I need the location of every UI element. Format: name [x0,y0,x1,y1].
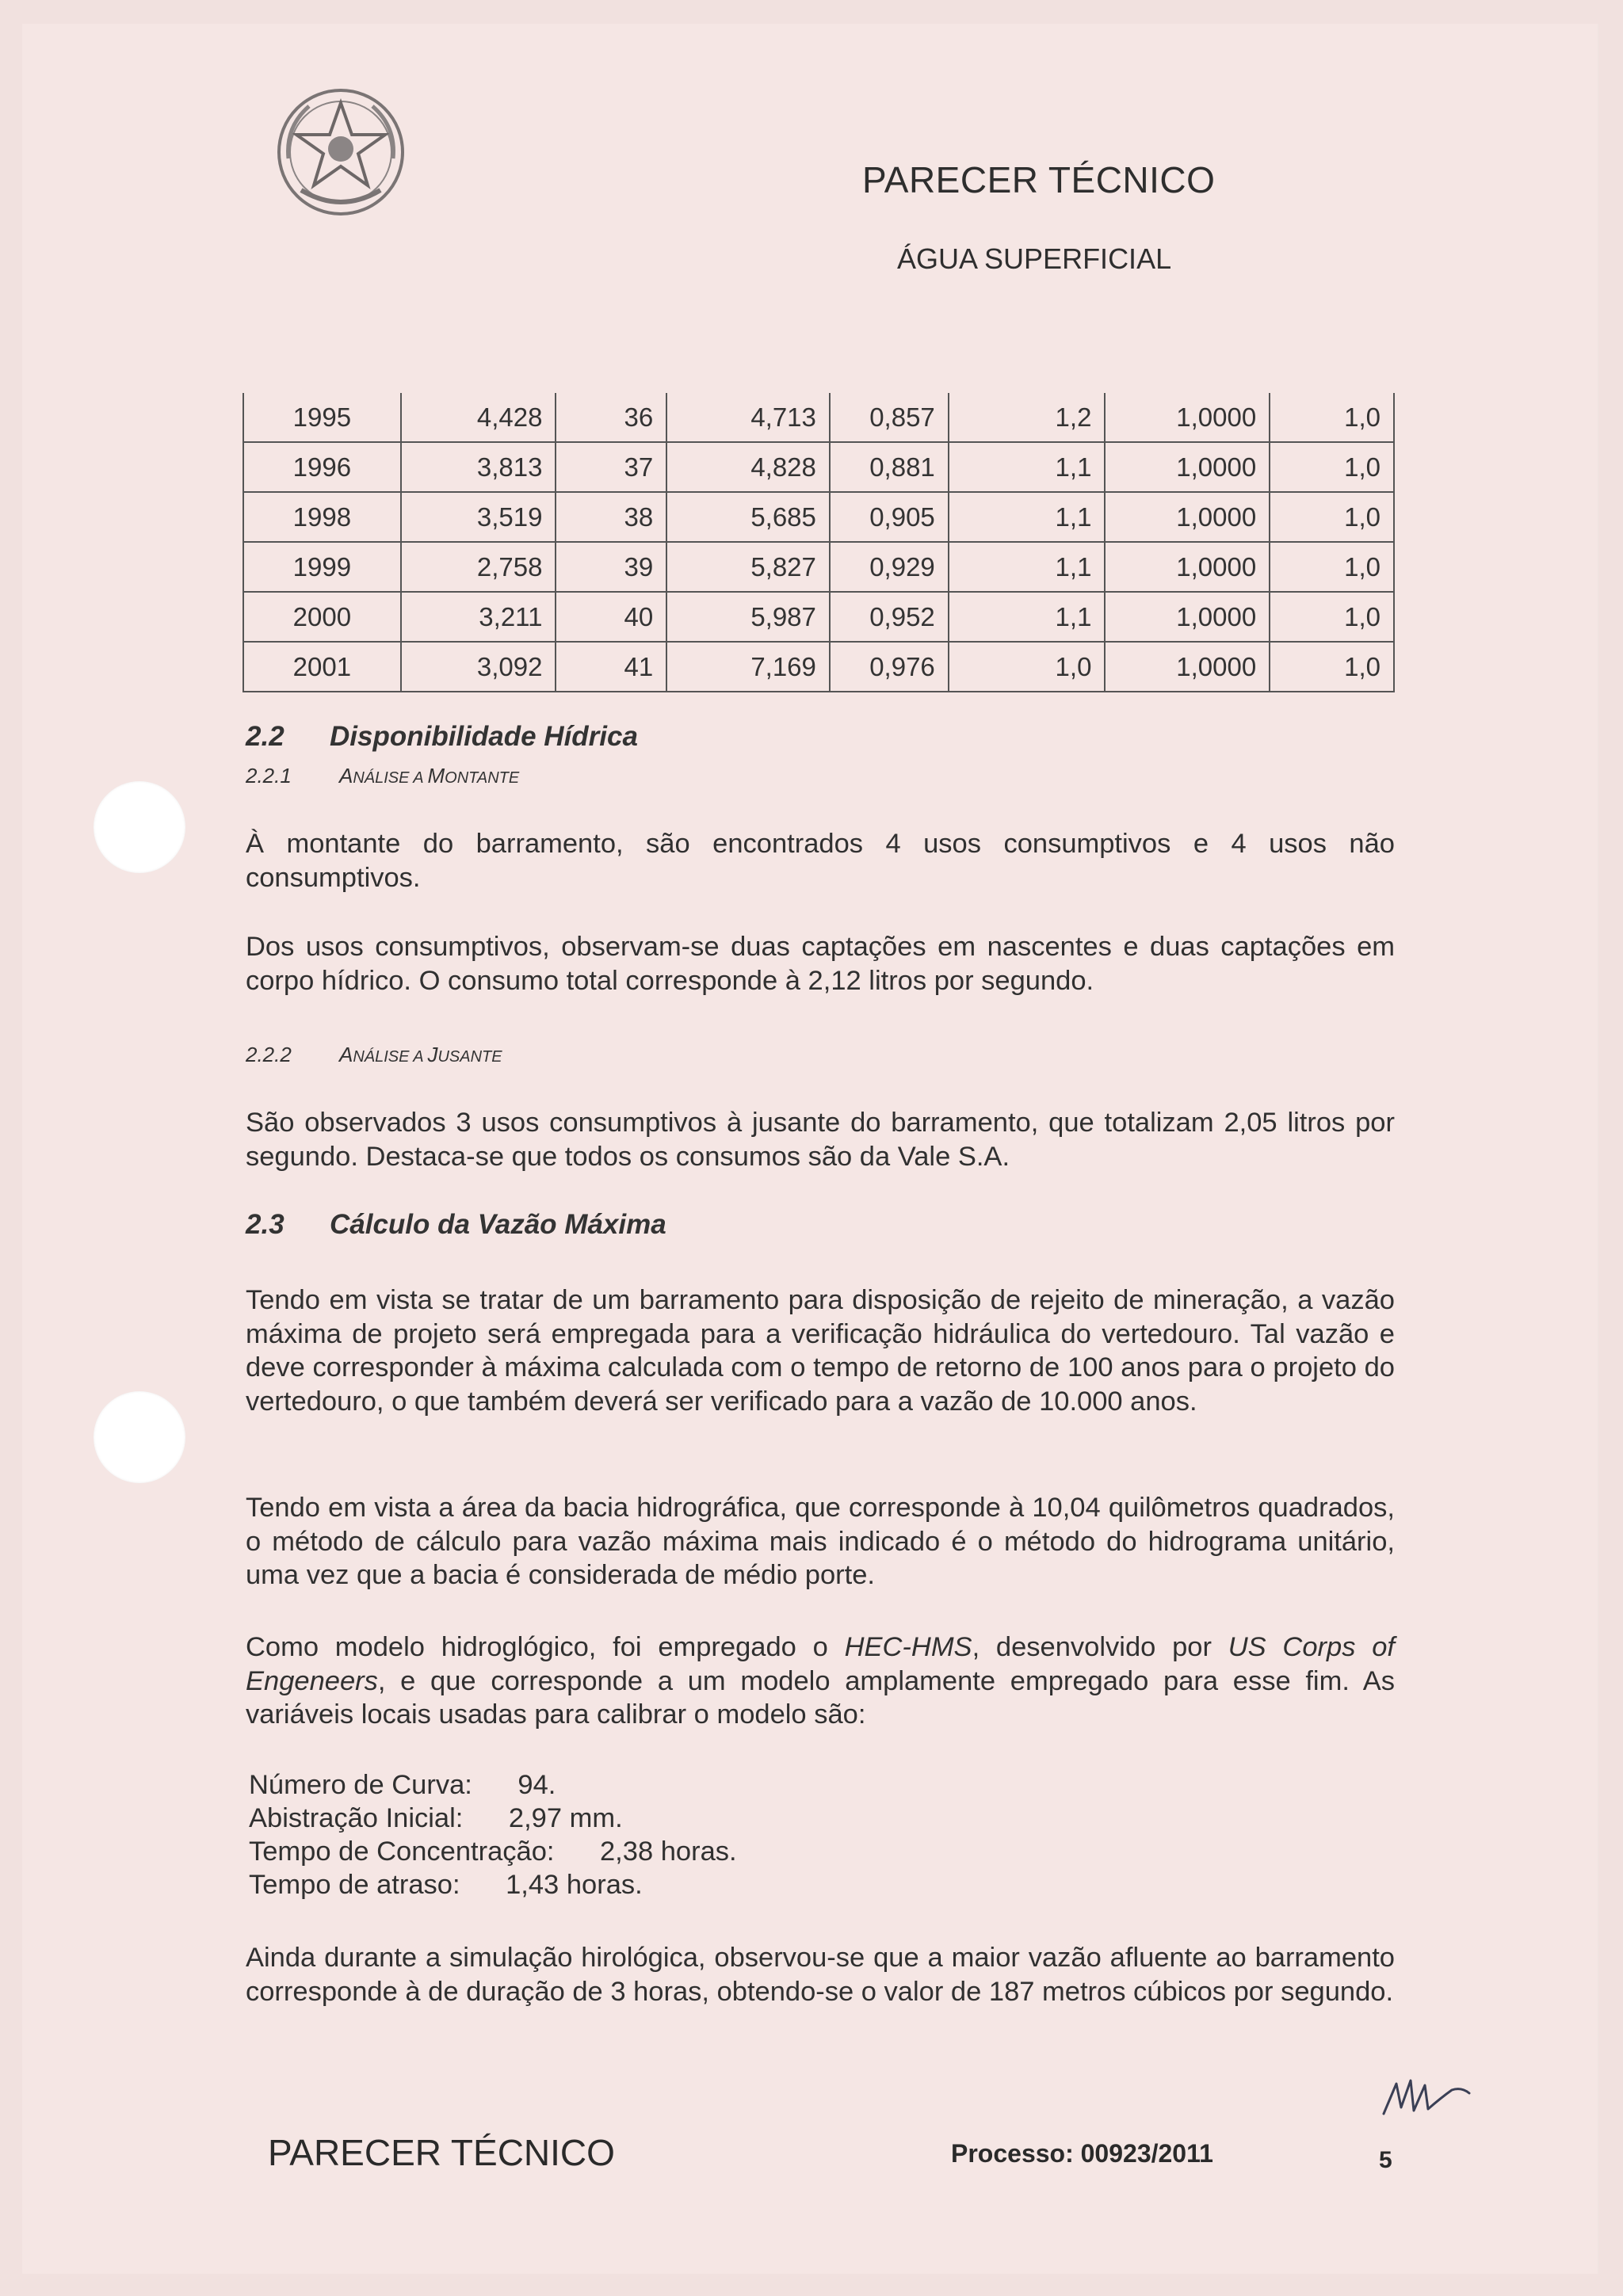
table-cell: 0,976 [830,642,949,692]
variable-tempo-atraso: Tempo de atraso: 1,43 horas. [249,1870,643,1900]
table-cell: 38 [556,492,666,542]
table-cell: 4,828 [666,442,830,492]
table-cell: 1,1 [949,592,1106,642]
table-cell: 0,905 [830,492,949,542]
table-cell: 1995 [243,393,401,442]
table-cell: 0,952 [830,592,949,642]
table-cell: 1,1 [949,542,1106,592]
paragraph-montante-usos: À montante do barramento, são encontrados 4 usos consumptivos e 4 usos não consumptivos. [246,829,1395,893]
table-cell: 37 [556,442,666,492]
table-cell: 1998 [243,492,401,542]
table-row [243,393,1394,442]
section-heading-2-2 [246,721,638,753]
software-name: HEC-HMS [844,1632,972,1662]
state-coat-of-arms-seal [269,79,412,222]
table-cell: 7,169 [666,642,830,692]
paragraph-vazao-projeto: Tendo em vista se tratar de um barramento para disposição de rejeito de mineração, a vazão máxima de projeto será empregada para a verificação hidráulica do vertedouro. Tal vazão e deve corresponder à máxima calculada com o tempo de retorno de 100 anos para o projeto do vertedouro, o que também deverá ser verificado para a vazão de 10.000 anos. [246,1285,1395,1417]
table-cell: 1,0 [1270,393,1394,442]
table-cell: 1,0 [1270,542,1394,592]
table-cell: 1,2 [949,393,1106,442]
header-subtitle: ÁGUA SUPERFICIAL [897,242,1172,275]
handwritten-initials-signature [1379,2066,1474,2122]
table-row [243,492,1394,542]
table-cell: 1,0000 [1105,642,1270,692]
table-cell: 1,0000 [1105,393,1270,442]
table-cell: 4,428 [401,393,556,442]
table-row [243,542,1394,592]
table-cell: 0,881 [830,442,949,492]
table-cell: 3,519 [401,492,556,542]
section-heading-2-2-2: 2.2.2 ANÁLISE A JUSANTE [246,1043,502,1066]
table-cell: 1,0 [1270,592,1394,642]
table-cell: 0,857 [830,393,949,442]
table-cell: 1999 [243,542,401,592]
paragraph-jusante: São observados 3 usos consumptivos à jusante do barramento, que totalizam 2,05 litros por segundo. Destaca-se que todos os consumos são da Vale S.A. [246,1108,1395,1172]
table-cell: 3,211 [401,592,556,642]
table-cell: 2,758 [401,542,556,592]
punch-hole-top [94,781,185,873]
table-cell: 3,813 [401,442,556,492]
table-cell: 40 [556,592,666,642]
table-cell: 5,987 [666,592,830,642]
data-table [242,393,1395,692]
table-cell: 1,0 [1270,442,1394,492]
developer-name: US Corps of Engeneers [246,1632,1395,1696]
table-cell: 1,1 [949,492,1106,542]
paragraph-montante-consumo: Dos usos consumptivos, observam-se duas captações em nascentes e duas captações em corpo hídrico. O consumo total corresponde à 2,12 litros por segundo. [246,932,1395,996]
footer-title: PARECER TÉCNICO [268,2132,615,2173]
table-cell: 5,827 [666,542,830,592]
table-cell: 2000 [243,592,401,642]
section-number: 2.2 [246,721,285,752]
section-title: Cálculo da Vazão Máxima [330,1209,666,1240]
table-cell: 1,0 [1270,642,1394,692]
table-cell: 4,713 [666,393,830,442]
header-title: PARECER TÉCNICO [862,159,1216,200]
table-cell: 0,929 [830,542,949,592]
table-cell: 1,0 [949,642,1106,692]
page-number: 5 [1379,2147,1392,2173]
section-number: 2.2.1 [246,764,292,788]
table-cell: 1,1 [949,442,1106,492]
paragraph-bacia: Tendo em vista a área da bacia hidrográfica, que corresponde à 10,04 quilômetros quadrados, o método de cálculo para vazão máxima mais indicado é o método do hidrograma unitário, uma vez que a bacia é considerada de médio porte. [246,1493,1395,1590]
table-row [243,592,1394,642]
table-cell: 3,092 [401,642,556,692]
table-cell: 1,0000 [1105,542,1270,592]
table-cell: 1,0000 [1105,592,1270,642]
table-row [243,642,1394,692]
table-cell: 36 [556,393,666,442]
table-cell: 1996 [243,442,401,492]
section-number: 2.3 [246,1209,285,1240]
section-number: 2.2.2 [246,1043,292,1066]
section-heading-2-2-1: 2.2.1 ANÁLISE A MONTANTE [246,764,520,788]
punch-hole-bottom [94,1391,185,1483]
table-cell: 39 [556,542,666,592]
footer-process-number: Processo: 00923/2011 [951,2139,1213,2168]
table-cell: 41 [556,642,666,692]
table-cell: 2001 [243,642,401,692]
variable-abstracao-inicial: Abistração Inicial: 2,97 mm. [249,1803,623,1833]
section-heading-2-3 [246,1209,666,1241]
table-cell: 1,0000 [1105,492,1270,542]
variable-numero-curva: Número de Curva: 94. [249,1770,556,1800]
section-title: Disponibilidade Hídrica [330,721,638,752]
paragraph-modelo: Como modelo hidroglógico, foi empregado o HEC-HMS, desenvolvido por US Corps of Engeneers, e que corresponde a um modelo amplamente empregado para esse fim. As variáveis locais usadas para calibrar o modelo são: [246,1632,1395,1730]
table-row [243,442,1394,492]
paragraph-simulacao: Ainda durante a simulação hirológica, observou-se que a maior vazão afluente ao barramento corresponde à de duração de 3 horas, obtendo-se o valor de 187 metros cúbicos por segundo. [246,1943,1395,2007]
table-cell: 5,685 [666,492,830,542]
table-cell: 1,0 [1270,492,1394,542]
variable-tempo-concentracao: Tempo de Concentração: 2,38 horas. [249,1836,737,1867]
table-cell: 1,0000 [1105,442,1270,492]
